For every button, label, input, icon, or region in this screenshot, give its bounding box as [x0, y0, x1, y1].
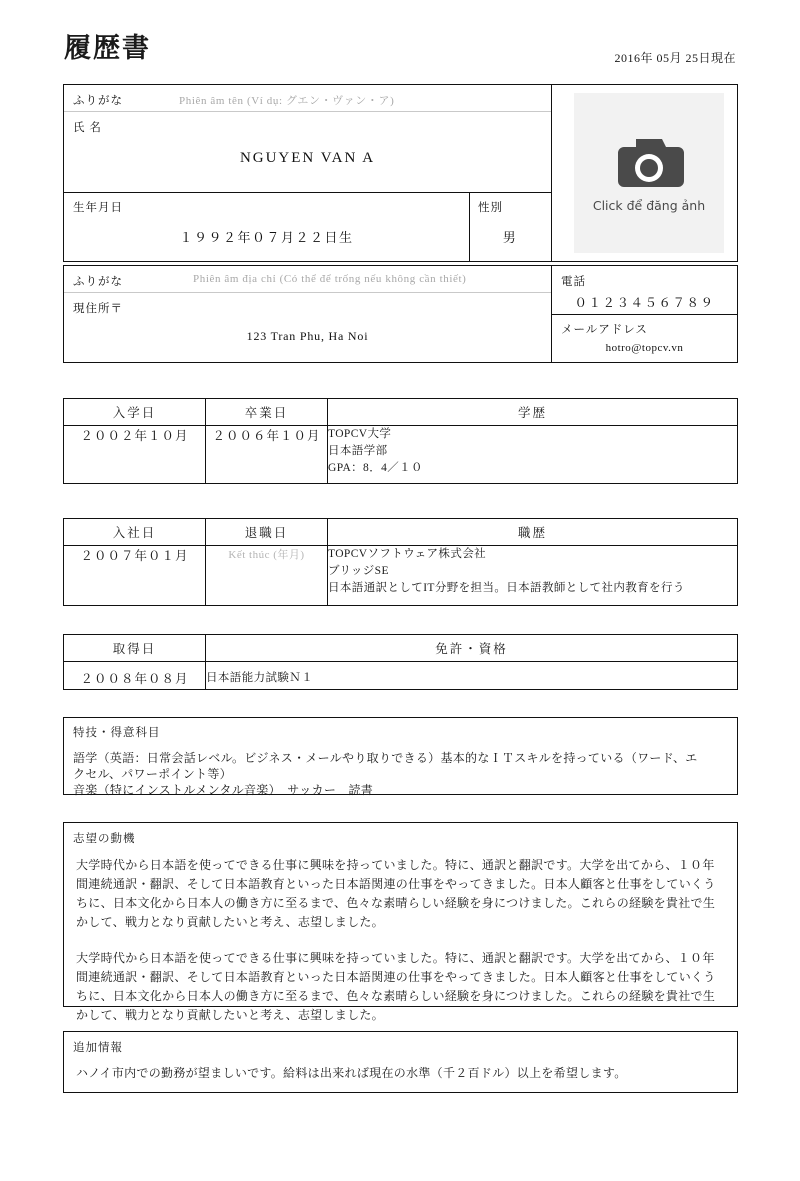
camera-icon	[614, 133, 684, 191]
divider-furigana-name	[64, 111, 551, 112]
address-value[interactable]: 123 Tran Phu, Ha Noi	[246, 329, 369, 343]
skills-line: 音楽（特にインストルメンタル音楽） サッカー 読書	[73, 783, 374, 797]
work-detail[interactable]	[328, 546, 738, 606]
table-row	[64, 426, 738, 484]
page-title: 履歴書	[64, 33, 151, 63]
name-label: 氏 名	[73, 122, 102, 134]
personal-info-block	[63, 84, 738, 262]
table-row	[64, 662, 738, 690]
license-detail[interactable]: 日本語能力試験Ｎ１	[206, 662, 738, 690]
work-header-end: 退職日	[206, 519, 328, 546]
education-table	[63, 398, 738, 484]
divider-furigana-address	[64, 292, 551, 293]
motivation-title: 志望の動機	[73, 833, 136, 845]
email-value[interactable]: hotro@topcv.vn	[605, 342, 684, 354]
table-header-row	[64, 635, 738, 662]
skills-title: 特技・得意科目	[73, 727, 161, 739]
motivation-text[interactable]	[76, 856, 726, 1025]
additional-info-text[interactable]: ハノイ市内での勤務が望ましいです。給料は出来れば現在の水準（千２百ドル）以上を希望します。	[76, 1066, 627, 1080]
birthdate-value[interactable]: １９９２年０７月２２日生	[179, 230, 354, 245]
address-contact-block	[63, 265, 738, 363]
education-header-end: 卒業日	[206, 399, 328, 426]
work-detail-line: TOPCVソフトウェア株式会社	[328, 548, 487, 560]
license-date[interactable]: ２００８年０８月	[64, 662, 206, 690]
phone-value[interactable]: ０１２３４５６７８９	[574, 296, 715, 310]
furigana-name-label: ふりがな	[73, 95, 123, 107]
table-header-row	[64, 399, 738, 426]
skills-line: クセル、パワーポイント等）	[73, 767, 232, 781]
divider-photo	[551, 85, 552, 261]
divider-name-birth	[64, 192, 551, 193]
license-table	[63, 634, 738, 690]
skills-line: 語学（英語：日常会話レベル。ビジネス・メールやり取りできる）基本的なＩＴスキルを持っている（ワード、エ	[73, 751, 698, 765]
skills-text[interactable]	[73, 750, 733, 798]
work-history-table	[63, 518, 738, 606]
work-start-date[interactable]: ２００７年０１月	[64, 546, 206, 606]
education-detail-line: TOPCV大学	[328, 428, 392, 440]
table-header-row	[64, 519, 738, 546]
motivation-paragraph: 大学時代から日本語を使ってできる仕事に興味を持っていました。特に、通訳と翻訳です。大学を出てから、１０年間連続通訳・翻訳、そして日本語教育といった日本語関連の仕事をやってきました。日本人顧客と仕事をしていくうちに、日本文化から日本人の働き方に至るまで、色々な素晴らしい経験を身につけました。これらの経験を貴社で生かして、戦力となり貢献したいと考え、志望しました。	[76, 858, 716, 929]
gender-label: 性別	[478, 202, 503, 214]
additional-info-section	[63, 1031, 738, 1093]
photo-upload-area[interactable]	[574, 93, 724, 253]
license-header-date: 取得日	[64, 635, 206, 662]
motivation-paragraph: 大学時代から日本語を使ってできる仕事に興味を持っていました。特に、通訳と翻訳です。大学を出てから、１０年間連続通訳・翻訳、そして日本語教育といった日本語関連の仕事をやってきました。日本人顧客と仕事をしていくうちに、日本文化から日本人の働き方に至るまで、色々な素晴らしい経験を身につけました。これらの経験を貴社で生かして、戦力となり貢献したいと考え、志望しました。	[76, 951, 716, 1022]
furigana-address-label: ふりがな	[73, 276, 123, 288]
phone-label: 電話	[561, 276, 586, 288]
education-detail[interactable]	[328, 426, 738, 484]
additional-info-title: 追加情報	[73, 1042, 123, 1054]
work-detail-line: 日本語通訳としてIT分野を担当。日本語教師として社内教育を行う	[328, 582, 685, 594]
photo-upload-caption: Click để đăng ảnh	[592, 198, 706, 213]
work-detail-line: ブリッジSE	[328, 565, 389, 577]
education-header-start: 入学日	[64, 399, 206, 426]
divider-phone-email	[551, 314, 738, 315]
email-label: メールアドレス	[561, 324, 648, 336]
education-end-date[interactable]: ２００６年１０月	[206, 426, 328, 484]
work-header-detail: 職歴	[328, 519, 738, 546]
education-start-date[interactable]: ２００２年１０月	[64, 426, 206, 484]
education-detail-line: GPA：8．4／１０	[328, 462, 423, 474]
license-header-detail: 免許・資格	[206, 635, 738, 662]
name-value[interactable]: NGUYEN VAN A	[239, 150, 376, 166]
birthdate-label: 生年月日	[73, 202, 123, 214]
work-end-date-placeholder[interactable]: Kết thúc (年月)	[206, 546, 328, 606]
furigana-name-placeholder[interactable]: Phiên âm tên (Ví dụ: グエン・ヴァン・ア)	[179, 95, 395, 107]
address-label: 現住所〒	[73, 303, 123, 315]
work-header-start: 入社日	[64, 519, 206, 546]
document-date: 2016年 05月 25日現在	[614, 51, 736, 65]
table-row	[64, 546, 738, 606]
education-detail-line: 日本語学部	[328, 445, 388, 457]
furigana-address-placeholder[interactable]: Phiên âm địa chỉ (Có thể để trống nếu không cần thiết)	[193, 273, 467, 285]
gender-value[interactable]: 男	[502, 230, 518, 245]
education-header-detail: 学歴	[328, 399, 738, 426]
